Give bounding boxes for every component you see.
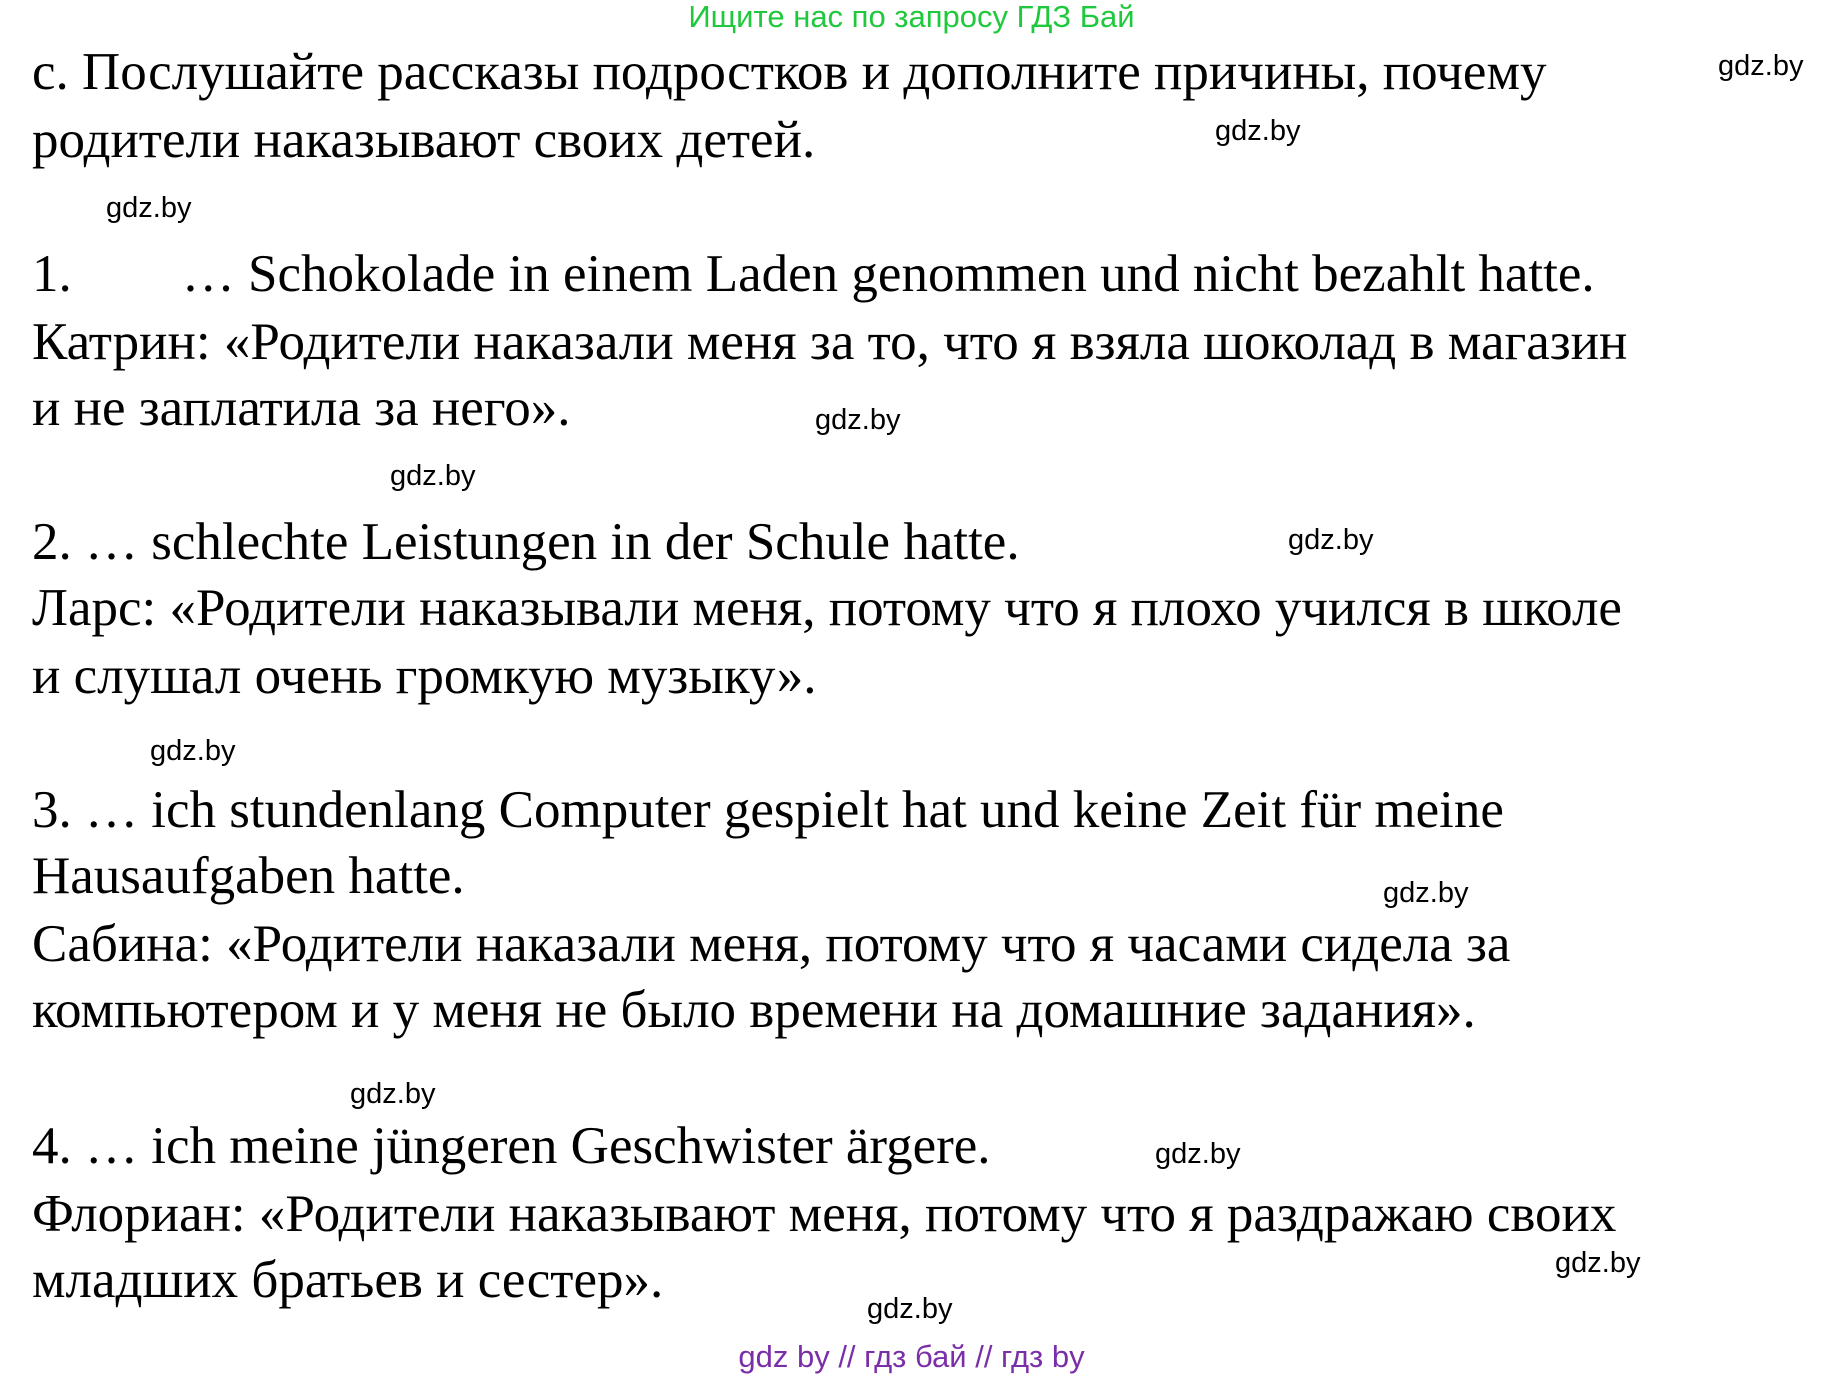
header-search-hint[interactable]: Ищите нас по запросу ГДЗ Бай [688, 0, 1135, 34]
item-3-russian-line-2: компьютером и у меня не было времени на домашние задания». [32, 981, 1476, 1039]
watermark: gdz.by [1555, 1247, 1641, 1279]
watermark: gdz.by [1215, 115, 1301, 147]
item-1-german [32, 244, 1595, 304]
watermark: gdz.by [1155, 1138, 1241, 1170]
item-3-german-line-2: Hausaufgaben hatte. [32, 847, 465, 905]
item-4-russian-line-1: Флориан: «Родители наказывают меня, потому что я раздражаю своих [32, 1185, 1617, 1243]
task-instruction-line-1: c. Послушайте рассказы подростков и дополните причины, почему [32, 43, 1547, 101]
watermark: gdz.by [1383, 877, 1469, 909]
watermark: gdz.by [150, 735, 236, 767]
watermark: gdz.by [106, 192, 192, 224]
item-4-russian-line-2: младших братьев и сестер». [32, 1251, 664, 1309]
watermark: gdz.by [350, 1078, 436, 1110]
item-1-russian-line-2: и не заплатила за него». [32, 379, 571, 437]
item-2-german: 2. … schlechte Leistungen in der Schule hatte. [32, 513, 1020, 571]
watermark: gdz.by [1718, 50, 1804, 82]
watermark: gdz.by [390, 460, 476, 492]
item-2-russian-line-1: Ларс: «Родители наказывали меня, потому что я плохо учился в школе [32, 579, 1622, 637]
item-3-russian-line-1: Сабина: «Родители наказали меня, потому что я часами сидела за [32, 915, 1511, 973]
item-2-russian-line-2: и слушал очень громкую музыку». [32, 647, 817, 705]
item-4-german: 4. … ich meine jüngeren Geschwister ärgere. [32, 1117, 991, 1175]
watermark: gdz.by [1288, 524, 1374, 556]
item-3-german-line-1: 3. … ich stundenlang Computer gespielt hat und keine Zeit für meine [32, 781, 1504, 839]
watermark: gdz.by [815, 404, 901, 436]
item-1-russian-line-1: Катрин: «Родители наказали меня за то, что я взяла шоколад в магазин [32, 313, 1628, 371]
footer-site-names[interactable]: gdz by // гдз бай // гдз by [738, 1339, 1085, 1374]
item-1-german-text: … Schokolade in einem Laden genommen und nicht bezahlt hatte. [181, 245, 1595, 303]
task-instruction-line-2: родители наказывают своих детей. [32, 111, 816, 169]
item-1-number: 1. [32, 245, 72, 303]
watermark: gdz.by [867, 1293, 953, 1325]
